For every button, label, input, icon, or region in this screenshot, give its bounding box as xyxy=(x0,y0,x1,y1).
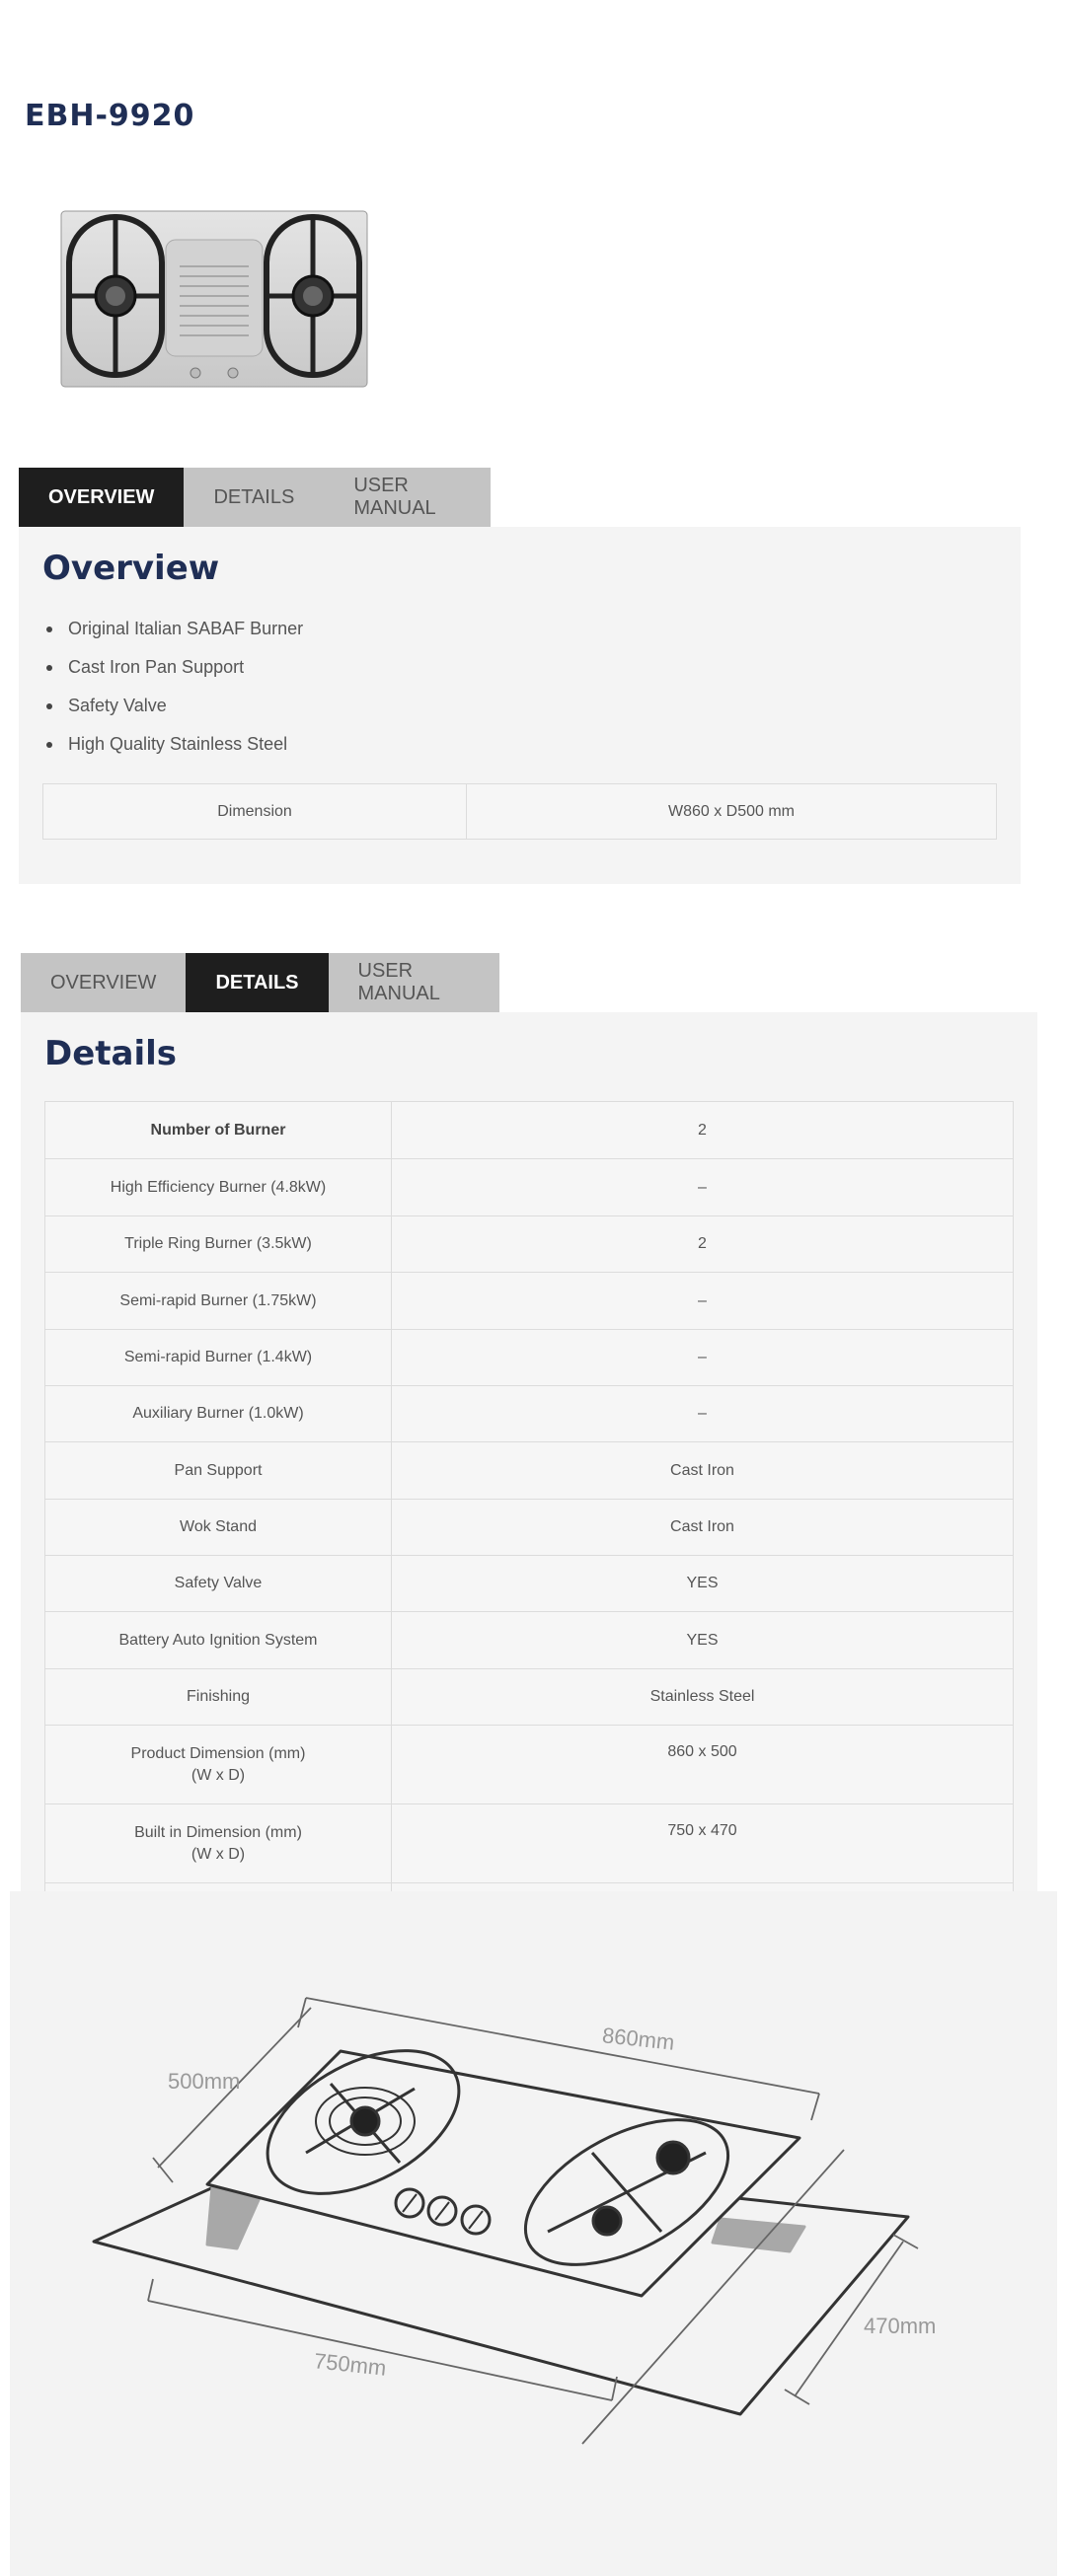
row-label: Product Dimension (mm) (W x D) xyxy=(45,1726,392,1804)
row-label: Finishing xyxy=(45,1669,392,1726)
list-item: Cast Iron Pan Support xyxy=(42,648,303,687)
details-panel xyxy=(21,1012,1037,1891)
row-value: – xyxy=(392,1273,1014,1330)
row-value: – xyxy=(392,1330,1014,1386)
bullet-icon xyxy=(46,665,52,671)
table-row xyxy=(45,1273,1014,1330)
row-value: 2 xyxy=(392,1216,1014,1273)
row-value: YES xyxy=(392,1556,1014,1612)
row-value: – xyxy=(392,1386,1014,1442)
table-row xyxy=(45,1442,1014,1500)
table-row xyxy=(45,1102,1014,1159)
row-value: Stainless Steel xyxy=(392,1669,1014,1726)
dimension-label: Dimension xyxy=(43,784,467,840)
dimension-depth-label: 500mm xyxy=(168,2069,241,2094)
tab-overview[interactable]: OVERVIEW xyxy=(19,468,184,527)
tab-details[interactable]: DETAILS xyxy=(186,953,328,1012)
table-row xyxy=(45,1556,1014,1612)
details-heading: Details xyxy=(44,1034,178,1073)
overview-heading: Overview xyxy=(42,549,220,588)
row-label: Auxiliary Burner (1.0kW) xyxy=(45,1386,392,1442)
row-label: Semi-rapid Burner (1.4kW) xyxy=(45,1330,392,1386)
bullet-icon xyxy=(46,703,52,709)
overview-panel xyxy=(19,527,1021,884)
row-label: Triple Ring Burner (3.5kW) xyxy=(45,1216,392,1273)
cutout-width-label: 750mm xyxy=(312,2348,388,2381)
row-label: Wok Stand xyxy=(45,1500,392,1556)
product-title: EBH-9920 xyxy=(25,99,195,133)
details-table xyxy=(44,1101,1014,1923)
tab-details[interactable]: DETAILS xyxy=(184,468,324,527)
bullet-icon xyxy=(46,626,52,632)
dimension-diagram xyxy=(10,1891,1057,2576)
table-row xyxy=(43,784,997,840)
bullet-icon xyxy=(46,742,52,748)
table-row xyxy=(45,1726,1014,1804)
row-value: 750 x 470 xyxy=(392,1804,1014,1883)
details-tab-bar xyxy=(21,953,499,1012)
row-label: Semi-rapid Burner (1.75kW) xyxy=(45,1273,392,1330)
tab-overview[interactable]: OVERVIEW xyxy=(21,953,186,1012)
dimension-table xyxy=(42,783,997,840)
row-value: 860 x 500 xyxy=(392,1726,1014,1804)
list-item: Original Italian SABAF Burner xyxy=(42,610,303,648)
row-value: 2 xyxy=(392,1102,1014,1159)
table-row xyxy=(45,1386,1014,1442)
row-label: High Efficiency Burner (4.8kW) xyxy=(45,1159,392,1216)
table-row xyxy=(45,1612,1014,1669)
table-row xyxy=(45,1500,1014,1556)
row-label: Battery Auto Ignition System xyxy=(45,1612,392,1669)
row-label: Safety Valve xyxy=(45,1556,392,1612)
table-row xyxy=(45,1669,1014,1726)
cutout-depth-label: 470mm xyxy=(864,2314,937,2338)
overview-tab-bar xyxy=(19,468,491,527)
row-label: Built in Dimension (mm) (W x D) xyxy=(45,1804,392,1883)
table-row xyxy=(45,1330,1014,1386)
dimension-width-label: 860mm xyxy=(600,2023,676,2055)
list-item: High Quality Stainless Steel xyxy=(42,725,303,764)
row-value: Cast Iron xyxy=(392,1442,1014,1500)
row-value: Cast Iron xyxy=(392,1500,1014,1556)
table-row xyxy=(45,1216,1014,1273)
row-label: Pan Support xyxy=(45,1442,392,1500)
row-label: Number of Burner xyxy=(45,1102,392,1159)
row-value: YES xyxy=(392,1612,1014,1669)
table-row xyxy=(45,1159,1014,1216)
row-value: – xyxy=(392,1159,1014,1216)
dimension-value: W860 x D500 mm xyxy=(467,784,997,840)
list-item: Safety Valve xyxy=(42,687,303,725)
gas-hob-product-image xyxy=(59,207,370,395)
tab-user-manual[interactable]: USER MANUAL xyxy=(329,953,499,1012)
table-row xyxy=(45,1804,1014,1883)
tab-user-manual[interactable]: USER MANUAL xyxy=(324,468,491,527)
feature-list xyxy=(42,610,303,764)
